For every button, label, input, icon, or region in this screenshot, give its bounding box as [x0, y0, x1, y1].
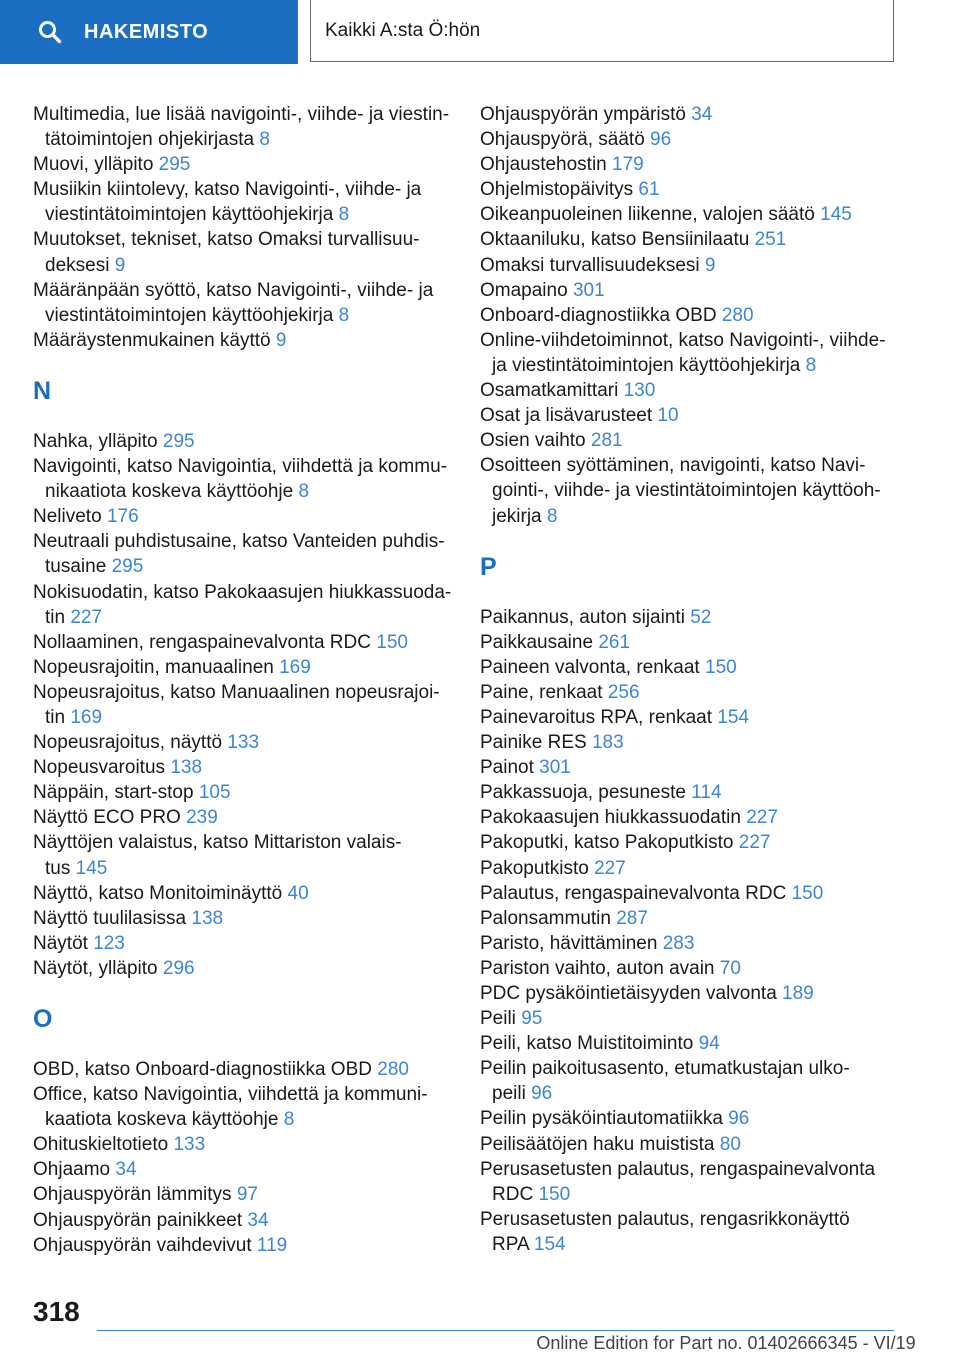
index-entry-text: Paikannus, auton sijainti: [480, 606, 685, 628]
index-entry-text: Palautus, rengaspainevalvonta RDC: [480, 882, 787, 904]
index-entry-text: Pariston vaihto, auton avain: [480, 957, 715, 979]
index-entry: [480, 906, 900, 931]
index-entry-text: gointi-, viihde- ja viestintätoimintojen käyttöoh-: [492, 480, 881, 502]
page-link[interactable]: 280: [377, 1059, 409, 1080]
page-link[interactable]: 133: [227, 732, 260, 754]
index-entry-text: Painike RES: [480, 732, 587, 754]
index-entry-text: Paine, renkaat: [480, 681, 603, 703]
index-entry: [480, 881, 900, 906]
index-entry: [480, 830, 900, 855]
index-entry-text: viestintätoimintojen käyttöohjekirja: [45, 204, 334, 226]
page-link[interactable]: 70: [719, 957, 741, 979]
index-entry-text: tin: [45, 706, 66, 728]
index-entry-text: Perusasetusten palautus, rengaspainevalvonta: [480, 1158, 876, 1180]
index-entry: [33, 1182, 453, 1207]
page-link[interactable]: 95: [521, 1008, 543, 1030]
index-entry-text: nikaatiota koskeva käyttöohje: [45, 481, 294, 503]
page-link[interactable]: 9: [704, 254, 716, 276]
index-entry: [33, 630, 453, 655]
index-entry: [480, 680, 900, 705]
index-entry: [480, 780, 900, 805]
index-entry: [480, 981, 900, 1006]
index-entry-text: Näyttö ECO PRO: [33, 807, 181, 829]
index-entry: [33, 755, 453, 780]
page-link[interactable]: 296: [162, 957, 195, 979]
page-link[interactable]: 301: [572, 279, 605, 301]
page-link[interactable]: 96: [650, 129, 672, 151]
page-link[interactable]: 34: [247, 1209, 269, 1231]
page-link[interactable]: 183: [591, 732, 624, 754]
index-entry-text: Näyttö tuulilasissa: [33, 907, 187, 929]
index-entry-text: Oikeanpuoleinen liikenne, valojen säätö: [480, 204, 815, 226]
index-letter-heading: P: [480, 552, 497, 581]
page-link[interactable]: 61: [638, 179, 660, 201]
index-entry-text: kaatiota koskeva käyttöohje: [45, 1109, 279, 1131]
index-entry-text: Peilisäätöjen haku muistista: [480, 1133, 715, 1155]
index-entry-text: Paineen valvonta, renkaat: [480, 656, 700, 678]
page-link[interactable]: 227: [738, 832, 771, 854]
page-link[interactable]: 251: [754, 229, 787, 251]
index-entry-text: Näyttö, katso Monitoiminäyttö: [33, 882, 283, 904]
index-entry-text: Näytöt, ylläpito: [33, 957, 158, 979]
index-entry-text: Osamatkamittari: [480, 380, 619, 402]
index-entry-text: Muutokset, tekniset, katso Omaksi turvallisuu-: [33, 229, 420, 251]
index-entry: [33, 454, 453, 504]
index-entry: [33, 102, 453, 152]
index-entry-text: Painevaroitus RPA, renkaat: [480, 706, 712, 728]
page-link[interactable]: 8: [546, 505, 558, 527]
index-entry: [33, 529, 453, 579]
index-entry-text: Ohjauspyörä, säätö: [480, 129, 645, 151]
page-link[interactable]: 189: [782, 983, 814, 1004]
index-entry-text: Nopeusrajoitus, katso Manuaalinen nopeusrajoi-: [33, 681, 440, 703]
index-entry-text: RDC: [492, 1183, 534, 1205]
index-entry-text: Palonsammutin: [480, 907, 611, 929]
index-letter-heading: O: [33, 1005, 53, 1033]
index-entry-text: Nokisuodatin, katso Pakokaasujen hiukkassuoda-: [33, 581, 452, 603]
index-entry-text: Näyttöjen valaistus, katso Mittariston valais-: [33, 832, 402, 854]
page-link[interactable]: 10: [657, 405, 679, 427]
index-entry: [480, 127, 900, 152]
page-link[interactable]: 150: [538, 1183, 571, 1205]
index-entry: [33, 429, 453, 454]
index-entry: [33, 655, 453, 680]
index-entry: [33, 680, 453, 730]
page-link[interactable]: 239: [186, 807, 218, 829]
index-column-left: [33, 102, 453, 1258]
index-entry: [480, 931, 900, 956]
page-link[interactable]: 145: [820, 204, 852, 226]
page-link[interactable]: 8: [283, 1109, 295, 1131]
search-icon: [38, 20, 62, 44]
index-entry: [33, 1082, 453, 1132]
index-entry: [480, 328, 900, 378]
page-link[interactable]: 295: [158, 154, 191, 176]
index-entry-text: Pakoputki, katso Pakoputkisto: [480, 832, 734, 854]
index-entry-text: Perusasetusten palautus, rengasrikkonäyttö: [480, 1208, 850, 1230]
page-link[interactable]: 301: [539, 757, 571, 779]
index-entry-text: Office, katso Navigointia, viihdettä ja kommuni-: [33, 1084, 428, 1106]
edition-footer: Online Edition for Part no. 01402666345 - VI/19: [536, 1333, 916, 1353]
page-number: 318: [33, 1296, 80, 1327]
index-entry-text: Musiikin kiintolevy, katso Navigointi-, viihde- ja: [33, 179, 422, 201]
index-entry-text: tus: [45, 857, 71, 879]
page-link[interactable]: 130: [623, 380, 656, 402]
index-entry: [480, 805, 900, 830]
index-entry-text: Ohjauspyörän ympäristö: [480, 104, 686, 125]
index-entry-text: Osoitteen syöttäminen, navigointi, katso Navi-: [480, 455, 866, 477]
page-link[interactable]: 133: [173, 1134, 206, 1156]
index-entry: [480, 1132, 900, 1157]
page-link[interactable]: 261: [598, 631, 631, 653]
index-entry-text: Määränpään syöttö, katso Navigointi-, viihde- ja: [33, 279, 434, 301]
index-entry-text: peili: [492, 1083, 526, 1105]
index-entry: [480, 1157, 900, 1207]
page-link[interactable]: 8: [338, 204, 350, 226]
index-entry-text: Painot: [480, 757, 534, 779]
index-entry-text: Ohjauspyörän lämmitys: [33, 1184, 232, 1206]
index-entry-text: Pakkassuoja, pesuneste: [480, 782, 686, 804]
index-entry: [33, 152, 453, 177]
page-link[interactable]: 8: [259, 129, 270, 151]
index-entry-text: Navigointi, katso Navigointia, viihdettä ja kommu-: [33, 456, 447, 478]
page-link[interactable]: 8: [298, 481, 310, 503]
index-entry-text: Omapaino: [480, 279, 568, 301]
index-entry: [33, 1208, 453, 1233]
page-link[interactable]: 295: [111, 556, 144, 578]
index-entry: [33, 956, 453, 981]
index-entry: [480, 705, 900, 730]
index-entry: [33, 1233, 453, 1258]
page-link[interactable]: 80: [719, 1133, 741, 1155]
index-entry-text: Ohjaamo: [33, 1159, 111, 1181]
index-entry: [480, 1031, 900, 1056]
index-entry: [480, 956, 900, 981]
index-entry-text: Nopeusvaroitus: [33, 757, 166, 779]
index-entry-text: Ohjauspyörän painikkeet: [33, 1209, 243, 1231]
index-entry-text: Oktaaniluku, katso Bensiinilaatu: [480, 229, 750, 251]
index-entry: [33, 906, 453, 931]
page-link[interactable]: 150: [705, 656, 737, 678]
index-letter-heading: N: [33, 376, 52, 405]
index-entry-text: Pakokaasujen hiukkassuodatin: [480, 807, 741, 829]
page-link[interactable]: 169: [279, 656, 311, 678]
index-entry-text: tätoimintojen ohjekirjasta: [45, 129, 255, 151]
index-entry-text: Ohjauspyörän vaihdevivut: [33, 1234, 252, 1256]
page-link[interactable]: 176: [106, 506, 139, 528]
index-entry-text: Nahka, ylläpito: [33, 430, 158, 452]
index-entry-text: deksesi: [45, 254, 110, 276]
index-entry: [480, 605, 900, 630]
index-entry-text: Peili: [480, 1008, 516, 1030]
page-link[interactable]: 150: [791, 882, 824, 904]
index-entry-text: Paristo, hävittäminen: [480, 932, 658, 954]
index-entry: [33, 580, 453, 630]
index-entry: [480, 303, 900, 328]
page-link[interactable]: 40: [287, 882, 309, 904]
page-link[interactable]: 227: [746, 807, 778, 829]
page-link[interactable]: 119: [256, 1234, 288, 1256]
page-link[interactable]: 8: [805, 354, 817, 376]
index-entry: [480, 1006, 900, 1031]
page-link[interactable]: 96: [531, 1083, 553, 1105]
page-link[interactable]: 52: [690, 606, 712, 628]
index-tab-label: HAKEMISTO: [84, 20, 209, 43]
index-entry: [33, 730, 453, 755]
page-link[interactable]: 138: [191, 907, 224, 929]
index-entry: [480, 403, 900, 428]
index-entry: [480, 1207, 900, 1257]
index-entry: [33, 830, 453, 880]
index-entry: [480, 177, 900, 202]
page-link[interactable]: 96: [728, 1108, 750, 1130]
page-link[interactable]: 150: [376, 631, 408, 653]
index-entry-text: Osat ja lisävarusteet: [480, 405, 653, 427]
page-link[interactable]: 154: [717, 706, 749, 728]
page-link[interactable]: 97: [236, 1184, 258, 1206]
index-entry-text: Osien vaihto: [480, 430, 586, 452]
index-entry: [480, 278, 900, 303]
page-link[interactable]: 283: [662, 932, 695, 954]
index-entry: [480, 102, 900, 127]
page-link[interactable]: 179: [612, 154, 644, 176]
index-entry: [480, 428, 900, 453]
page-link[interactable]: 287: [616, 907, 648, 929]
page-link[interactable]: 9: [114, 254, 126, 276]
index-column-right: [480, 102, 900, 1257]
index-entry-text: Näppäin, start-stop: [33, 782, 194, 804]
index-entry-text: Ohituskieltotieto: [33, 1134, 169, 1156]
page-link[interactable]: 154: [533, 1233, 566, 1255]
index-entry: [33, 805, 453, 830]
page-link[interactable]: 34: [691, 104, 713, 125]
index-entry-text: Multimedia, lue lisää navigointi-, viihde- ja viestin-: [33, 104, 450, 125]
index-entry-text: Nollaaminen, rengaspainevalvonta RDC: [33, 631, 371, 653]
section-title-box: [310, 0, 894, 62]
section-title: Kaikki A:sta Ö:hön: [325, 19, 481, 41]
index-entry-text: RPA: [492, 1233, 529, 1255]
index-entry-text: Määräystenmukainen käyttö: [33, 329, 271, 351]
index-entry-text: Onboard-diagnostiikka OBD: [480, 304, 717, 326]
page-link[interactable]: 8: [338, 304, 350, 326]
index-entry-text: Nopeusrajoitus, näyttö: [33, 732, 223, 754]
index-entry: [480, 227, 900, 252]
index-entry-text: tusaine: [45, 556, 107, 578]
page-link[interactable]: 280: [721, 304, 754, 326]
index-entry-text: Ohjelmistopäivitys: [480, 179, 634, 201]
index-entry: [480, 755, 900, 780]
index-entry: [480, 630, 900, 655]
index-entry: [33, 931, 453, 956]
index-entry: [33, 1132, 453, 1157]
index-entry: [480, 253, 900, 278]
index-entry-text: PDC pysäköintietäisyyden valvonta: [480, 983, 777, 1004]
page-link[interactable]: 114: [691, 782, 722, 804]
index-entry: [480, 453, 900, 528]
page-link[interactable]: 9: [275, 329, 287, 351]
index-entry-text: Neutraali puhdistusaine, katso Vanteiden puhdis-: [33, 531, 445, 553]
page-link[interactable]: 256: [607, 681, 640, 703]
page-link[interactable]: 34: [115, 1159, 137, 1181]
page-link[interactable]: 145: [75, 857, 108, 879]
index-entry-text: Peili, katso Muistitoiminto: [480, 1033, 694, 1055]
index-entry-text: Ohjaustehostin: [480, 154, 607, 176]
index-entry-text: Pakoputkisto: [480, 857, 589, 879]
index-entry: [480, 856, 900, 881]
index-entry-text: OBD, katso Onboard-diagnostiikka OBD: [33, 1059, 372, 1080]
index-entry: [33, 881, 453, 906]
index-entry: [480, 1106, 900, 1131]
page-link[interactable]: 295: [162, 430, 195, 452]
page-link[interactable]: 169: [70, 706, 103, 728]
index-entry-text: tin: [45, 606, 66, 628]
index-entry-text: jekirja: [492, 505, 542, 527]
index-tab[interactable]: [0, 0, 298, 64]
page-link[interactable]: 281: [590, 430, 623, 452]
index-entry-text: Neliveto: [33, 506, 102, 528]
index-entry: [33, 1157, 453, 1182]
index-entry: [33, 278, 453, 328]
footer-divider: [97, 1330, 894, 1331]
index-entry-text: viestintätoimintojen käyttöohjekirja: [45, 304, 334, 326]
index-entry-text: Online-viihdetoiminnot, katso Navigointi-, viihde-: [480, 329, 886, 351]
index-entry: [480, 202, 900, 227]
page-link[interactable]: 94: [698, 1033, 720, 1055]
index-entry-text: Peilin paikoitusasento, etumatkustajan ulko-: [480, 1058, 850, 1080]
page-link[interactable]: 123: [93, 932, 125, 954]
index-entry-text: Muovi, ylläpito: [33, 154, 154, 176]
index-entry-text: Paikkausaine: [480, 631, 594, 653]
index-entry: [480, 655, 900, 680]
page-link[interactable]: 105: [198, 782, 231, 804]
index-entry: [33, 328, 453, 353]
page-link[interactable]: 138: [170, 757, 203, 779]
index-entry: [480, 378, 900, 403]
page-link[interactable]: 227: [594, 857, 626, 879]
index-entry: [33, 1057, 453, 1082]
page-link[interactable]: 227: [70, 606, 103, 628]
index-entry-text: Omaksi turvallisuudeksesi: [480, 254, 700, 276]
index-entry: [480, 1056, 900, 1106]
index-entry: [33, 504, 453, 529]
index-entry-text: Nopeusrajoitin, manuaalinen: [33, 656, 274, 678]
index-entry: [480, 152, 900, 177]
index-entry: [33, 780, 453, 805]
index-entry-text: Peilin pysäköintiautomatiikka: [480, 1108, 723, 1130]
index-entry-text: Näytöt: [33, 932, 88, 954]
index-entry: [33, 177, 453, 227]
index-entry: [33, 227, 453, 277]
index-entry-text: ja viestintätoimintojen käyttöohjekirja: [492, 354, 801, 376]
index-entry: [480, 730, 900, 755]
